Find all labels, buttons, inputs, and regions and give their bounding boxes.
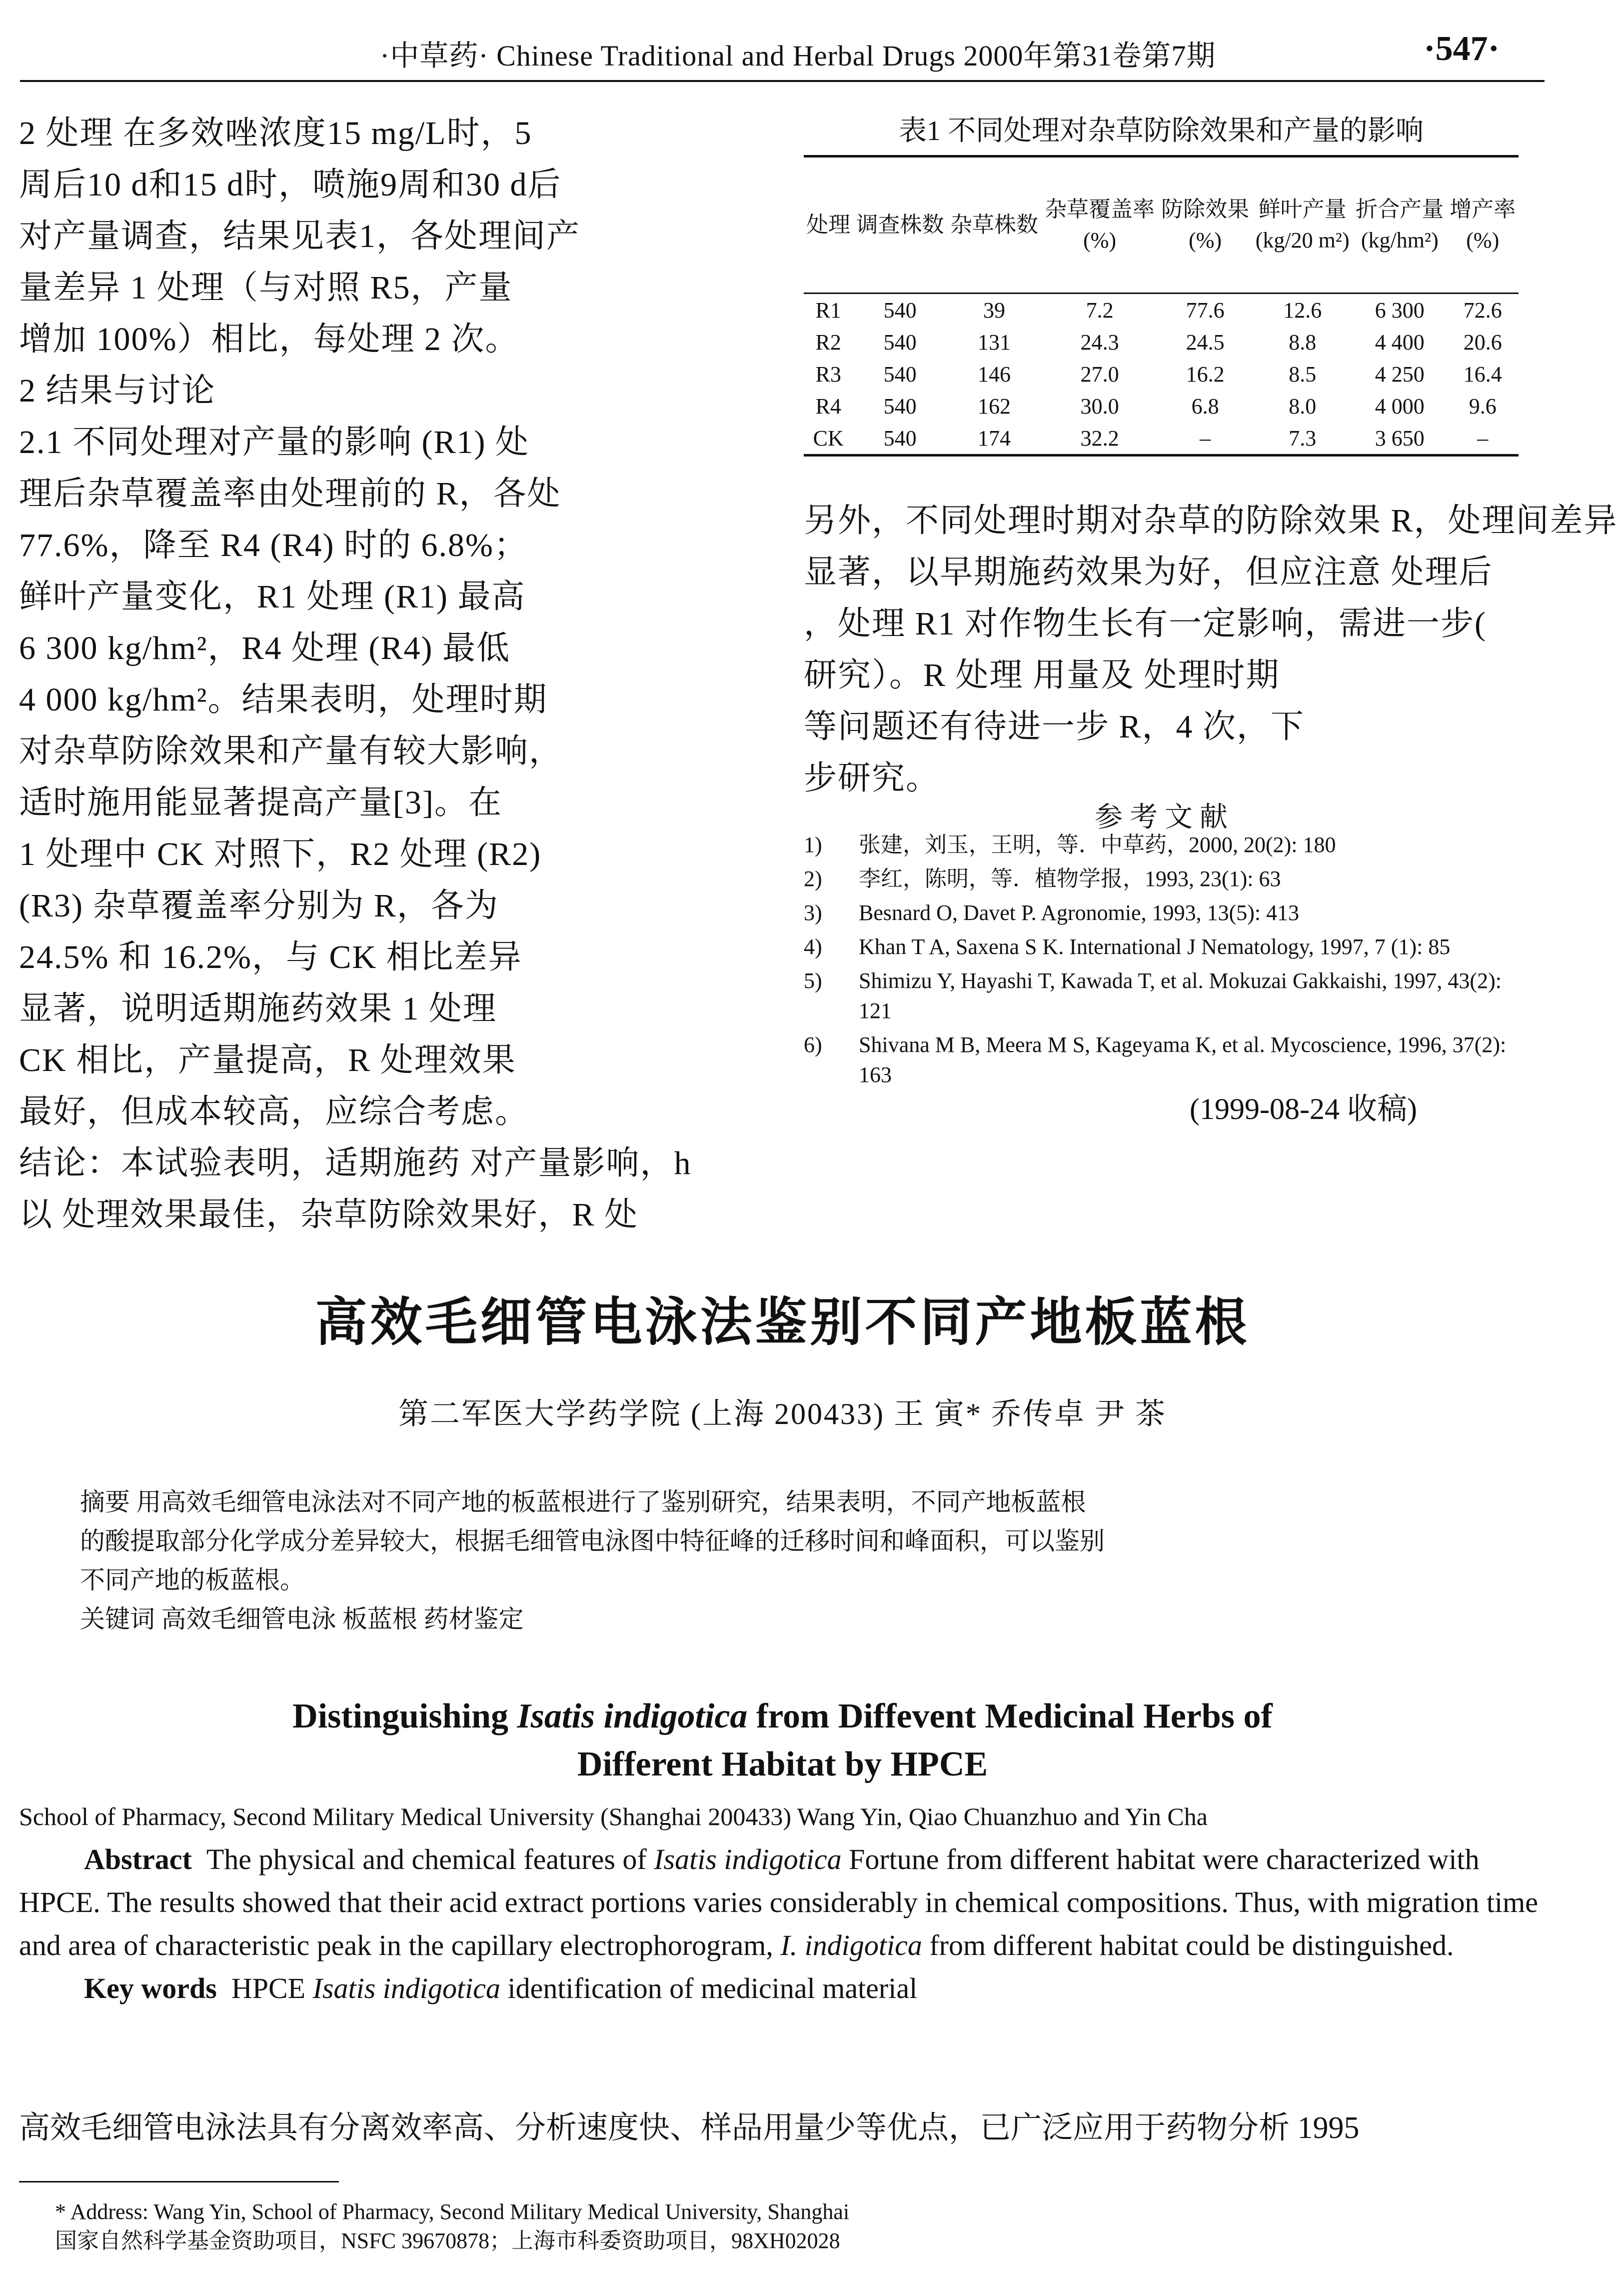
table-cell: 540: [883, 330, 917, 354]
text-line: (R3) 杂草覆盖率分别为 R，各为: [19, 888, 499, 924]
text-line: 显著，以早期施药效果为好，但应注意 处理后: [804, 554, 1493, 590]
reference-text: Shimizu Y, Hayashi T, Kawada T, et al. Mokuzai Gakkaishi, 1997, 43(2): 121: [859, 968, 1502, 1023]
table-cell: 72.6: [1463, 298, 1502, 322]
english-abstract-block: [19, 1795, 1544, 2010]
column-header: 杂草覆盖率 (%): [1045, 197, 1155, 252]
table-cell: 6 300: [1375, 298, 1425, 322]
references-title: 参 考 文 献: [1095, 802, 1228, 833]
table-cell: 4 000: [1375, 394, 1425, 418]
chinese-abstract: [80, 1482, 1505, 1638]
column-header: 杂草株数: [950, 212, 1039, 237]
english-title-line1: Distinguishing Isatis indigotica from Diffevent Medicinal Herbs of: [292, 1697, 1273, 1736]
table-cell: 540: [883, 298, 917, 322]
abstract-line: 的酸提取部分化学成分差异较大，根据毛细管电泳图中特征峰的迁移时间和峰面积，可以鉴别: [80, 1527, 1105, 1555]
journal-name: ·中草药· Chinese Traditional and Herbal Drugs 2000年第31卷第7期: [380, 40, 1216, 72]
text-line: 理后杂草覆盖率由处理前的 R，各处: [19, 476, 561, 512]
text-line: 2 结果与讨论: [19, 372, 216, 409]
column-header: 处理: [806, 212, 851, 237]
text-line: 适时施用能显著提高产量[3]。在: [19, 784, 502, 821]
table-row: [804, 294, 1519, 326]
table-cell: 8.5: [1289, 362, 1317, 386]
reference-item: [804, 932, 1519, 962]
received-date: (1999-08-24 收稿): [1190, 1092, 1417, 1126]
results-table-block: [804, 108, 1519, 456]
text-line: 77.6%，降至 R4 (R4) 时的 6.8%；: [19, 527, 528, 564]
column-header: 防除效果 (%): [1161, 197, 1250, 252]
table-cell: 174: [978, 426, 1011, 450]
english-title: [0, 1692, 1565, 1788]
table-cell: 8.8: [1289, 330, 1317, 354]
row-label: R2: [815, 330, 841, 354]
right-column: [804, 495, 1618, 804]
text-line: ，处理 R1 对作物生长有一定影响，需进一步(: [804, 606, 1487, 642]
row-label: R4: [815, 394, 841, 418]
table-row: [804, 390, 1519, 422]
table-cell: 32.2: [1080, 426, 1119, 450]
text-line: 2.1 不同处理对产量的影响 (R1) 处: [19, 424, 529, 460]
text-line: 显著，说明适期施药效果 1 处理: [19, 990, 497, 1027]
row-label: CK: [813, 426, 844, 450]
abstract-line: 不同产地的板蓝根。: [80, 1566, 305, 1594]
reference-item: [804, 898, 1519, 928]
column-header: 折合产量 (kg/hm²): [1356, 197, 1444, 252]
footnotes: [55, 2198, 1555, 2256]
row-label: R3: [815, 362, 841, 386]
english-keywords: Key words HPCE Isatis indigotica identification of medicinal material: [84, 1972, 918, 2004]
text-line: 最好，但成本较高，应综合考虑。: [19, 1094, 529, 1130]
text-line: 研究）。R 处理 用量及 处理时期: [804, 657, 1280, 694]
table-cell: 146: [978, 362, 1011, 386]
table-cell: 540: [883, 362, 917, 386]
english-affiliation: School of Pharmacy, Second Military Medical University (Shanghai 200433) Wang Yin, Qiao Chuanzhuo and Yin Cha: [19, 1802, 1208, 1830]
row-label: R1: [815, 298, 841, 322]
table-cell: 131: [978, 330, 1011, 354]
text-line: 量差异 1 处理（与对照 R5，产量: [19, 270, 513, 306]
footnote-address: * Address: Wang Yin, School of Pharmacy, Second Military Medical University, Shanghai: [55, 2200, 850, 2224]
results-table: [804, 155, 1519, 456]
text-line: 24.5% 和 16.2%，与 CK 相比差异: [19, 939, 522, 976]
reference-text: 张建，刘玉，王明，等．中草药，2000, 20(2): 180: [859, 832, 1336, 857]
table-cell: 6.8: [1191, 394, 1219, 418]
table-header-row: [804, 156, 1519, 294]
table-caption: 表1 不同处理对杂草防除效果和产量的影响: [899, 116, 1424, 146]
text-line: 周后10 d和15 d时，喷施9周和30 d后: [19, 166, 562, 203]
table-cell: 540: [883, 394, 917, 418]
footnote-funding: 国家自然科学基金资助项目，NSFC 39670878；上海市科委资助项目，98XH02028: [55, 2228, 840, 2253]
table-body: [804, 294, 1519, 456]
text-line: 2 处理 在多效唑浓度15 mg/L时，5: [19, 115, 532, 152]
table-cell: 24.3: [1080, 330, 1119, 354]
text-line: 另外，不同处理时期对杂草的防除效果 R，处理间差异: [804, 502, 1618, 539]
footnote-divider: [19, 2181, 339, 2182]
table-cell: 540: [883, 426, 917, 450]
abstract-line: 摘要 用高效毛细管电泳法对不同产地的板蓝根进行了鉴别研究，结果表明，不同产地板蓝根: [80, 1488, 1086, 1516]
table-cell: 9.6: [1469, 394, 1497, 418]
table-cell: 3 650: [1375, 426, 1425, 450]
reference-text: 李红，陈明，等．植物学报，1993, 23(1): 63: [859, 866, 1281, 891]
text-line: 以 处理效果最佳，杂草防除效果好，R 处: [19, 1196, 639, 1233]
table-row: [804, 358, 1519, 390]
table-cell: 4 250: [1375, 362, 1425, 386]
text-line: 对产量调查，结果见表1，各处理间产: [19, 218, 580, 254]
left-column: [19, 108, 754, 1240]
reference-number: 2): [804, 866, 822, 891]
table-cell: 77.6: [1186, 298, 1225, 322]
reference-item: [804, 830, 1519, 860]
reference-item: [804, 1030, 1519, 1090]
table-row: [804, 422, 1519, 456]
reference-text: Shivana M B, Meera M S, Kageyama K, et al. Mycoscience, 1996, 37(2): 163: [859, 1032, 1507, 1087]
text-line: CK 相比，产量提高，R 处理效果: [19, 1042, 516, 1078]
table-cell: 12.6: [1283, 298, 1322, 322]
text-line: 步研究。: [804, 760, 940, 796]
intro-text: 高效毛细管电泳法具有分离效率高、分析速度快、样品用量少等优点，已广泛应用于药物分析 1995: [19, 2111, 1360, 2145]
text-line: 增加 100%）相比，每处理 2 次。: [19, 321, 519, 358]
reference-item: [804, 966, 1519, 1026]
table-cell: –: [1477, 426, 1489, 450]
table-cell: 4 400: [1375, 330, 1425, 354]
reference-text: Besnard O, Davet P. Agronomie, 1993, 13(5): 413: [859, 900, 1300, 925]
table-row: [804, 326, 1519, 358]
chinese-title: 高效毛细管电泳法鉴别不同产地板蓝根: [315, 1294, 1250, 1352]
reference-number: 5): [804, 968, 822, 993]
table-cell: 30.0: [1080, 394, 1119, 418]
text-line: 6 300 kg/hm²，R4 处理 (R4) 最低: [19, 630, 510, 666]
reference-number: 1): [804, 832, 822, 857]
abstract-line: 关键词 高效毛细管电泳 板蓝根 药材鉴定: [80, 1605, 524, 1633]
page-number: ·547·: [1424, 30, 1500, 68]
text-line: 4 000 kg/hm²。结果表明，处理时期: [19, 682, 548, 718]
table-cell: 24.5: [1186, 330, 1225, 354]
table-cell: 16.2: [1186, 362, 1225, 386]
reference-text: Khan T A, Saxena S K. International J Nematology, 1997, 7 (1): 85: [859, 934, 1451, 959]
table-cell: 8.0: [1289, 394, 1317, 418]
reference-number: 6): [804, 1032, 822, 1057]
reference-item: [804, 864, 1519, 894]
text-line: 1 处理中 CK 对照下，R2 处理 (R2): [19, 836, 542, 872]
reference-number: 4): [804, 934, 822, 959]
text-line: 对杂草防除效果和产量有较大影响，: [19, 733, 563, 770]
table-cell: 39: [983, 298, 1006, 322]
text-line: 等问题还有待进一步 R，4 次，下: [804, 708, 1305, 745]
column-header: 调查株数: [856, 212, 944, 237]
table-cell: 7.3: [1289, 426, 1317, 450]
page-header: [20, 25, 1545, 82]
table-cell: 16.4: [1463, 362, 1502, 386]
references-list: [804, 830, 1519, 1094]
table-cell: 7.2: [1086, 298, 1114, 322]
chinese-affiliation: 第二军医大学药学院 (上海 200433) 王 寅* 乔传卓 尹 茶: [398, 1398, 1167, 1430]
text-line: 鲜叶产量变化，R1 处理 (R1) 最高: [19, 578, 526, 615]
text-line: 结论：本试验表明，适期施药 对产量影响，h: [19, 1145, 692, 1182]
table-cell: 162: [978, 394, 1011, 418]
table-cell: 27.0: [1080, 362, 1119, 386]
reference-number: 3): [804, 900, 822, 925]
table-cell: 20.6: [1463, 330, 1502, 354]
english-abstract: Abstract The physical and chemical features of Isatis indigotica Fortune from different habitat were characterized with HPCE. The results showed that their acid extract portions varies considerably in chemical compositions. Thus, with migration time and area of characteristic peak in the capillary electrophorogram, I. indigotica from different habitat could be distinguished.: [19, 1843, 1539, 1962]
column-header: 增产率 (%): [1450, 197, 1516, 252]
table-cell: –: [1200, 426, 1211, 450]
english-title-line2: Different Habitat by HPCE: [577, 1745, 988, 1784]
column-header: 鲜叶产量 (kg/20 m²): [1255, 197, 1350, 252]
